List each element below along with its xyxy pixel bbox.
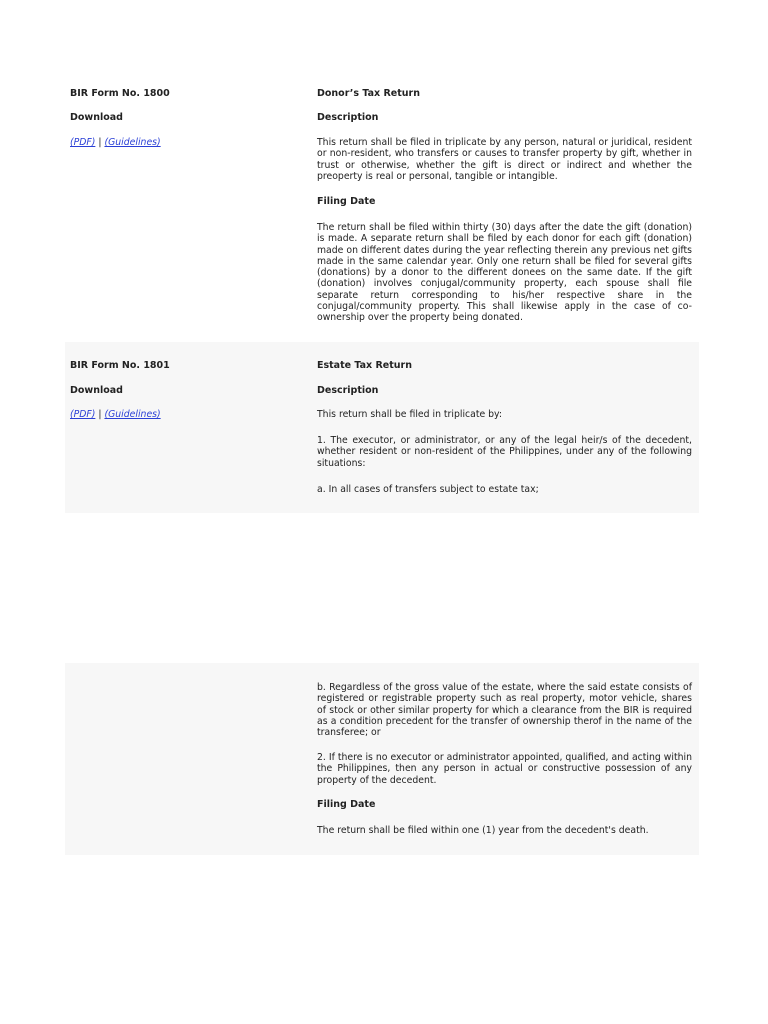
form-1800-description-heading: Description — [317, 112, 379, 123]
form-1801-continued-section — [65, 663, 699, 855]
form-1800-guidelines-link[interactable]: (Guidelines) — [104, 137, 161, 148]
form-1801-item-a: a. In all cases of transfers subject to estate tax; — [317, 484, 539, 495]
form-1800-description: This return shall be filed in triplicate by any person, natural or juridical, resident or non-resident, who transfers or causes to transfer property by gift, whether in trust or otherwise, whether the gift is direct or indirect and whether the preoperty is real or personal, tangible or intangible. — [317, 137, 692, 182]
form-1801-filing-text: The return shall be filed within one (1) year from the decedent's death. — [317, 825, 649, 836]
form-1800-pdf-link[interactable]: (PDF) — [70, 137, 96, 148]
form-1800-title: Donor’s Tax Return — [317, 88, 420, 99]
link-separator: | — [98, 137, 102, 148]
form-1801-item-2: 2. If there is no executor or administrator appointed, qualified, and acting within the Philippines, then any person in actual or constructive possession of any property of the decedent. — [317, 752, 692, 786]
form-1801-number: BIR Form No. 1801 — [70, 360, 170, 371]
form-1801-item-b: b. Regardless of the gross value of the estate, where the said estate consists of registered or registrable property such as real property, motor vehicle, shares of stock or other similar property for which a clearance from the BIR is required as a condition precedent for the transfer of ownership therof in the name of the transferee; or — [317, 682, 692, 739]
form-1801-section — [65, 342, 699, 513]
form-1800-number: BIR Form No. 1800 — [70, 88, 170, 99]
form-1801-description-heading: Description — [317, 385, 379, 396]
form-1800-links — [70, 137, 290, 148]
form-1801-download-label: Download — [70, 385, 123, 396]
form-1800-download-label: Download — [70, 112, 123, 123]
form-1801-filing-heading: Filing Date — [317, 799, 376, 810]
form-1801-intro: This return shall be filed in triplicate by: — [317, 409, 503, 420]
form-1801-guidelines-link[interactable]: (Guidelines) — [104, 409, 161, 420]
form-1801-item-1: 1. The executor, or administrator, or any of the legal heir/s of the decedent, whether resident or non-resident of the Philippines, under any of the following situations: — [317, 435, 692, 469]
form-1801-title: Estate Tax Return — [317, 360, 412, 371]
form-1800-filing-text: The return shall be filed within thirty (30) days after the date the gift (donation) is made. A separate return shall be filed by each donor for each gift (donation) made on different dates during the year reflecting therein any previous net gifts made in the same calendar year. Only one return shall be filed for several gifts (donations) by a donor to the different donees on the same date. If the gift (donation) involves conjugal/community property, each spouse shall file separate return corresponding to his/her respective share in the conjugal/community property. This shall likewise apply in the case of co-ownership over the property being donated. — [317, 222, 692, 324]
link-separator: | — [98, 409, 102, 420]
form-1801-links — [70, 409, 290, 420]
form-1800-section — [65, 80, 699, 335]
form-1801-pdf-link[interactable]: (PDF) — [70, 409, 96, 420]
form-1800-filing-heading: Filing Date — [317, 196, 376, 207]
